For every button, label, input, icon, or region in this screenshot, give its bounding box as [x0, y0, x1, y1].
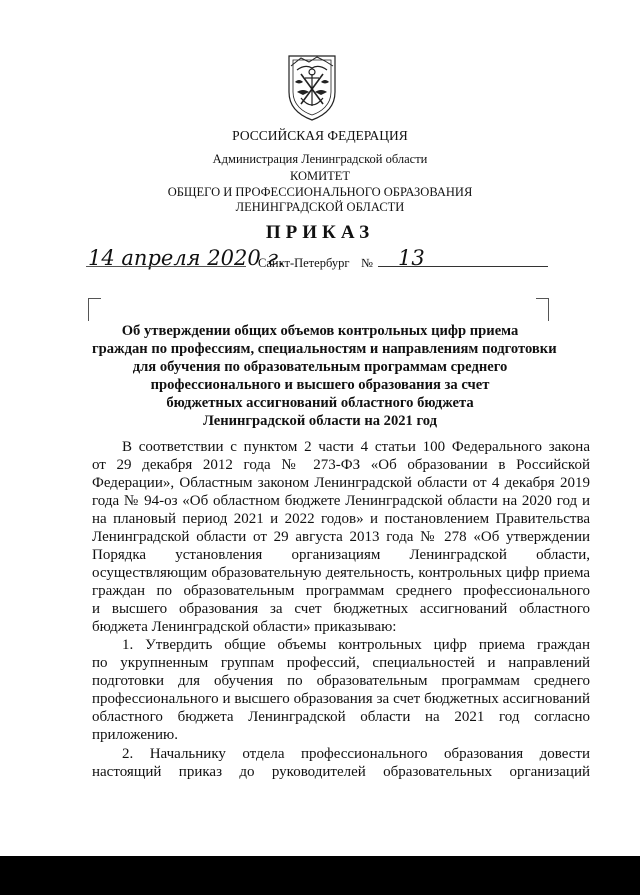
text-line: Федерации», Областным законом Ленинградской области от 4 декабря 2019 [92, 475, 590, 491]
handwritten-number: 13 [398, 246, 425, 270]
text-line: по укрупненным группам профессий, специальностей и направлений [92, 655, 590, 671]
text-line: года № 94-оз «Об областном бюджете Ленинградской области на 2020 год и [92, 493, 590, 509]
committee-heading-line-2: ОБЩЕГО И ПРОФЕССИОНАЛЬНОГО ОБРАЗОВАНИЯ [167, 185, 473, 199]
order-item-1 [92, 636, 590, 744]
title-bracket-right [536, 298, 549, 321]
text-line: настоящий приказ до руководителей образовательных организаций [92, 764, 590, 780]
title-bracket-left [88, 298, 101, 321]
number-label: № [361, 256, 373, 270]
text-line: подготовки для обучения по образовательным программам среднего [92, 673, 590, 689]
order-title [92, 322, 557, 430]
title-line: граждан по профессиям, специальностям и направлениям подготовки [92, 341, 557, 357]
title-line: Об утверждении общих объемов контрольных цифр приема [121, 323, 519, 339]
text-line: 2. Начальнику отдела профессионального образования довести [122, 746, 590, 762]
federation-heading: РОССИЙСКАЯ ФЕДЕРАЦИЯ [232, 128, 408, 143]
document-type-heading: ПРИКАЗ [265, 222, 375, 243]
text-line: В соответствии с пунктом 2 части 4 статьи 100 Федерального закона [122, 439, 590, 455]
text-line: Порядка установления организациям Ленинградской области, [92, 547, 590, 563]
text-line: осуществляющим образовательную деятельность, контрольных цифр приема [92, 565, 590, 581]
scan-footer-bar [0, 856, 640, 895]
committee-heading-line-1: КОМИТЕТ [289, 169, 351, 183]
administration-heading: Администрация Ленинградской области [212, 152, 428, 166]
coat-of-arms-icon [283, 52, 341, 122]
text-line: профессионального и высшего образования за счет бюджетных ассигнований [92, 691, 590, 707]
text-line: приложению. [92, 727, 179, 743]
text-line: областного бюджета Ленинградской области на 2021 год согласно [92, 709, 590, 725]
committee-heading-line-3: ЛЕНИНГРАДСКОЙ ОБЛАСТИ [235, 200, 405, 214]
text-line: Ленинградской области от 29 августа 2013 года № 278 «Об утверждении [92, 529, 590, 545]
preamble-paragraph [92, 438, 590, 636]
number-underline [378, 266, 548, 267]
title-line: для обучения по образовательным программам среднего [132, 359, 508, 375]
title-line: бюджетных ассигнований областного бюджета [166, 395, 474, 411]
handwritten-date: 14 апреля 2020 г. [88, 246, 285, 270]
title-line: профессионального и высшего образования за счет [150, 377, 490, 393]
date-number-line [0, 246, 640, 276]
text-line: от 29 декабря 2012 года № 273-ФЗ «Об образовании в Российской [92, 457, 590, 473]
order-item-2 [92, 745, 590, 781]
title-line: Ленинградской области на 2021 год [202, 413, 438, 429]
text-line: на плановый период 2021 и 2022 годов» и постановлением Правительства [92, 511, 590, 527]
date-underline [86, 266, 246, 267]
text-line: граждан по образовательным программам среднего профессионального [92, 583, 590, 599]
text-line: и высшего образования за счет бюджетных ассигнований областного [92, 601, 590, 617]
text-line: бюджета Ленинградской области» приказываю: [92, 619, 397, 635]
city-label: Санкт-Петербург [258, 256, 350, 270]
text-line: 1. Утвердить общие объемы контрольных цифр приема граждан [122, 637, 590, 653]
